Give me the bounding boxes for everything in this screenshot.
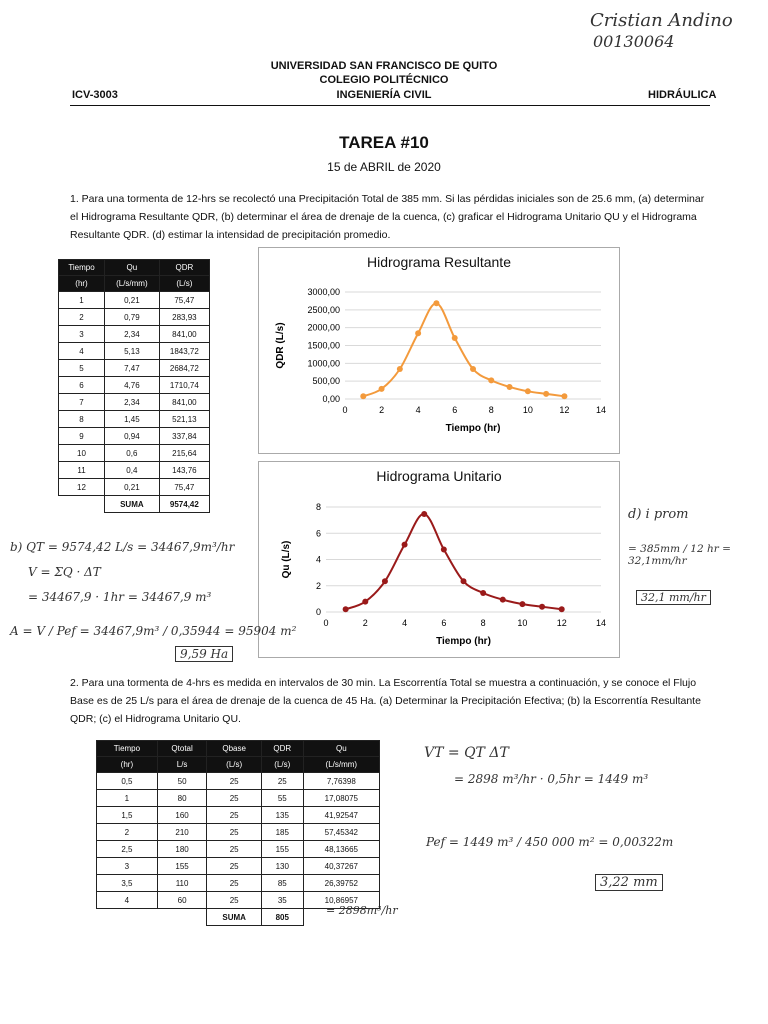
table-cell: 135 <box>261 807 303 824</box>
x-tick-label: 6 <box>452 405 458 415</box>
table-cell: 25 <box>207 858 262 875</box>
table-cell: 7,47 <box>105 360 160 377</box>
table-header-unit: L/s <box>157 757 207 773</box>
note-b2: V = ΣQ · ΔT <box>28 565 101 579</box>
y-tick-label: 2500,00 <box>307 304 340 315</box>
data-point <box>470 366 476 372</box>
course-code: ICV-3003 <box>72 89 118 101</box>
table-cell: 110 <box>157 875 207 892</box>
table-cell: 75,47 <box>159 292 209 309</box>
table-cell: 9 <box>59 428 105 445</box>
data-point <box>543 391 549 397</box>
data-point <box>415 330 421 336</box>
table-header-unit: (L/s) <box>159 276 209 292</box>
data-point <box>480 590 486 596</box>
table-cell: 283,93 <box>159 309 209 326</box>
table-row <box>97 773 380 790</box>
table-cell: 25 <box>207 892 262 909</box>
y-tick-label: 8 <box>315 502 321 512</box>
y-tick-label: 2 <box>315 580 321 591</box>
note-d1: d) i prom <box>628 507 689 522</box>
subject: HIDRÁULICA <box>648 89 717 101</box>
table-row <box>97 824 380 841</box>
table-header-unit: (hr) <box>59 276 105 292</box>
student-id: 00130064 <box>593 32 675 51</box>
y-axis-label: QDR (L/s) <box>275 322 286 369</box>
table-cell: 25 <box>207 824 262 841</box>
note-b4: A = V / Pef = 34467,9m³ / 0,35944 = 95904 m² <box>10 624 297 638</box>
y-tick-label: 6 <box>315 528 321 539</box>
x-tick-label: 12 <box>559 405 570 415</box>
x-tick-label: 10 <box>522 405 533 415</box>
y-tick-label: 4 <box>315 554 321 565</box>
data-point <box>488 377 494 383</box>
table-row <box>59 479 210 496</box>
table-header: Tiempo <box>97 741 158 757</box>
table-cell: 3 <box>97 858 158 875</box>
table-cell: 55 <box>261 790 303 807</box>
data-point <box>397 366 403 372</box>
note-b3: = 34467,9 · 1hr = 34467,9 m³ <box>28 590 212 604</box>
y-axis-label: Qu (L/s) <box>281 540 292 579</box>
problem1-text: 1. Para una tormenta de 12-hrs se recolectó una Precipitación Total de 385 mm. Si las pérdidas iniciales son de 25.6 mm, (a) determinar el Hidrograma Resultante QDR, (b) determinar el área de drenaje de la cuenca, (c) graficar el Hidrograma Unitario QU y el Hidrograma Resultante QDR. (d) estimar la intensidad de precipitación promedio. <box>70 193 705 241</box>
table-cell: 0,5 <box>97 773 158 790</box>
table-cell: 50 <box>157 773 207 790</box>
series-line <box>363 303 564 396</box>
table-cell: 6 <box>59 377 105 394</box>
table-cell: 1710,74 <box>159 377 209 394</box>
data-point <box>421 511 427 517</box>
table-cell: 35 <box>261 892 303 909</box>
table-cell: 143,76 <box>159 462 209 479</box>
table-cell: 155 <box>157 858 207 875</box>
x-tick-label: 4 <box>415 405 421 415</box>
table-cell: 25 <box>207 807 262 824</box>
table-cell: 4 <box>97 892 158 909</box>
table-cell: 7 <box>59 394 105 411</box>
data-point <box>360 393 366 399</box>
data-point <box>452 335 458 341</box>
data-point <box>362 599 368 605</box>
problem1-table <box>58 259 210 513</box>
table-cell: 1843,72 <box>159 343 209 360</box>
chart-resultante-svg <box>259 248 619 453</box>
table-cell: 2,34 <box>105 326 160 343</box>
table-header: Qu <box>303 741 379 757</box>
page-title: TAREA #10 <box>339 133 429 152</box>
table-cell: 521,13 <box>159 411 209 428</box>
table-cell: 0,6 <box>105 445 160 462</box>
y-tick-label: 0 <box>315 607 321 617</box>
x-tick-label: 4 <box>402 618 408 628</box>
student-name: Cristian Andino <box>590 10 733 31</box>
table-cell: 180 <box>157 841 207 858</box>
x-tick-label: 2 <box>362 618 368 628</box>
x-tick-label: 8 <box>488 405 494 415</box>
note-v1: VT = QT ΔT <box>424 745 509 761</box>
table-cell: 0,94 <box>105 428 160 445</box>
table-cell: 841,00 <box>159 326 209 343</box>
data-point <box>525 388 531 394</box>
table-cell: 11 <box>59 462 105 479</box>
x-tick-label: 14 <box>595 618 607 628</box>
table-row <box>59 462 210 479</box>
table-cell: 0,4 <box>105 462 160 479</box>
table-row <box>59 343 210 360</box>
table-cell: 7,76398 <box>303 773 379 790</box>
x-tick-label: 6 <box>441 618 447 628</box>
table-cell: 80 <box>157 790 207 807</box>
table-cell: 130 <box>261 858 303 875</box>
x-axis-label: Tiempo (hr) <box>445 423 501 434</box>
table-cell: 26,39752 <box>303 875 379 892</box>
table-cell: 0,79 <box>105 309 160 326</box>
table-header-unit: (hr) <box>97 757 158 773</box>
table-row <box>97 875 380 892</box>
data-point <box>441 547 447 553</box>
table-cell: 25 <box>207 773 262 790</box>
table-row <box>59 445 210 462</box>
x-tick-label: 2 <box>379 405 385 415</box>
chart-unitario-svg <box>259 462 619 657</box>
table-row <box>59 428 210 445</box>
problem2-text: 2. Para una tormenta de 4-hrs es medida en intervalos de 30 min. La Escorrentía Total se muestra a continuación, y se conoce el Flujo Base es de 25 L/s para el área de drenaje de la cuenca de 45 Ha. (a) Determinar la Precipitación Efectiva; (b) la Escorrentía Resultante QDR; (c) el Hidrograma Unitario QU. <box>70 677 701 725</box>
table-row <box>97 858 380 875</box>
data-point <box>433 300 439 306</box>
x-tick-label: 0 <box>323 618 329 628</box>
table-cell: 215,64 <box>159 445 209 462</box>
data-point <box>561 393 567 399</box>
table-row <box>59 292 210 309</box>
table-cell: 4,76 <box>105 377 160 394</box>
table-row <box>97 807 380 824</box>
data-point <box>500 597 506 603</box>
y-tick-label: 2000,00 <box>307 322 340 333</box>
y-tick-label: 1000,00 <box>307 358 340 369</box>
table-cell: 2,34 <box>105 394 160 411</box>
sum-value: 805 <box>261 909 303 926</box>
chart-resultante-title: Hidrograma Resultante <box>367 254 511 270</box>
table-row <box>59 411 210 428</box>
data-point <box>519 601 525 607</box>
table-cell: 5 <box>59 360 105 377</box>
chart-resultante <box>258 247 620 454</box>
data-point <box>382 578 388 584</box>
college: COLEGIO POLITÉCNICO <box>319 74 449 86</box>
x-tick-label: 0 <box>342 405 348 415</box>
y-tick-label: 3000,00 <box>307 287 340 297</box>
sum-label: SUMA <box>105 496 160 513</box>
series-line <box>346 514 562 609</box>
sum-label: SUMA <box>207 909 262 926</box>
table-cell: 5,13 <box>105 343 160 360</box>
table-header: Qtotal <box>157 741 207 757</box>
data-point <box>539 604 545 610</box>
note-d2: = 385mm / 12 hr = 32,1mm/hr <box>628 543 731 567</box>
x-tick-label: 12 <box>556 618 567 628</box>
empty-cell <box>97 909 158 926</box>
program: INGENIERÍA CIVIL <box>336 89 432 101</box>
y-tick-label: 1500,00 <box>307 340 340 351</box>
table-cell: 85 <box>261 875 303 892</box>
data-point <box>559 606 565 612</box>
table-cell: 10 <box>59 445 105 462</box>
table-row <box>59 394 210 411</box>
data-point <box>402 542 408 548</box>
table-cell: 2,5 <box>97 841 158 858</box>
note-area-result: 9,59 Ha <box>175 646 233 662</box>
table-row <box>97 790 380 807</box>
table-cell: 2 <box>97 824 158 841</box>
table-header: Qbase <box>207 741 262 757</box>
table-cell: 185 <box>261 824 303 841</box>
table-cell: 17,08075 <box>303 790 379 807</box>
table-cell: 40,37267 <box>303 858 379 875</box>
table-header-unit: (L/s) <box>261 757 303 773</box>
data-point <box>507 384 513 390</box>
note-intensity-result: 32,1 mm/hr <box>636 590 711 605</box>
table-header: QDR <box>261 741 303 757</box>
table-cell: 337,84 <box>159 428 209 445</box>
table-header: QDR <box>159 260 209 276</box>
table-cell: 1 <box>59 292 105 309</box>
table-header: Tiempo <box>59 260 105 276</box>
x-tick-label: 14 <box>595 405 607 415</box>
y-tick-label: 500,00 <box>312 376 340 387</box>
table-cell: 60 <box>157 892 207 909</box>
data-point <box>461 578 467 584</box>
table-cell: 57,45342 <box>303 824 379 841</box>
table-row <box>59 377 210 394</box>
empty-cell <box>157 909 207 926</box>
table-header-unit: (L/s/mm) <box>303 757 379 773</box>
problem2-table <box>96 740 380 926</box>
university: UNIVERSIDAD SAN FRANCISCO DE QUITO <box>270 60 498 72</box>
data-point <box>343 606 349 612</box>
table-cell: 4 <box>59 343 105 360</box>
table-cell: 2684,72 <box>159 360 209 377</box>
table-cell: 25 <box>207 841 262 858</box>
header-divider <box>70 105 710 106</box>
table-cell: 0,21 <box>105 479 160 496</box>
table-header-unit: (L/s) <box>207 757 262 773</box>
note-sum: = 2898m³/hr <box>326 904 398 917</box>
table-cell: 12 <box>59 479 105 496</box>
table-cell: 1 <box>97 790 158 807</box>
data-point <box>379 386 385 392</box>
table-cell: 25 <box>261 773 303 790</box>
table-cell: 25 <box>207 790 262 807</box>
x-tick-label: 10 <box>517 618 528 628</box>
table-header-unit: (L/s/mm) <box>105 276 160 292</box>
table-cell: 3,5 <box>97 875 158 892</box>
table-cell: 3 <box>59 326 105 343</box>
table-cell: 8 <box>59 411 105 428</box>
chart-unitario <box>258 461 620 658</box>
x-tick-label: 8 <box>480 618 486 628</box>
table-row <box>59 326 210 343</box>
table-cell: 75,47 <box>159 479 209 496</box>
table-cell: 48,13665 <box>303 841 379 858</box>
note-v2: = 2898 m³/hr · 0,5hr = 1449 m³ <box>454 772 649 786</box>
table-cell: 210 <box>157 824 207 841</box>
sum-value: 9574,42 <box>159 496 209 513</box>
table-cell: 841,00 <box>159 394 209 411</box>
y-tick-label: 0,00 <box>322 394 340 404</box>
note-p1: Pef = 1449 m³ / 450 000 m² = 0,00322m <box>426 835 674 849</box>
table-row <box>59 360 210 377</box>
page-date: 15 de ABRIL de 2020 <box>327 160 441 174</box>
note-pef-result: 3,22 mm <box>595 874 663 891</box>
x-axis-label: Tiempo (hr) <box>436 636 491 647</box>
table-cell: 10,86957 <box>303 892 379 909</box>
table-cell: 25 <box>207 875 262 892</box>
note-b1: b) QT = 9574,42 L/s = 34467,9m³/hr <box>10 540 235 554</box>
table-header: Qu <box>105 260 160 276</box>
table-cell: 1,45 <box>105 411 160 428</box>
table-sum-row <box>59 496 210 513</box>
empty-cell <box>59 496 105 513</box>
table-cell: 0,21 <box>105 292 160 309</box>
table-cell: 155 <box>261 841 303 858</box>
table-cell: 2 <box>59 309 105 326</box>
table-cell: 41,92547 <box>303 807 379 824</box>
table-cell: 1,5 <box>97 807 158 824</box>
table-cell: 160 <box>157 807 207 824</box>
chart-unitario-title: Hidrograma Unitario <box>376 468 502 484</box>
table-row <box>59 309 210 326</box>
table-row <box>97 841 380 858</box>
